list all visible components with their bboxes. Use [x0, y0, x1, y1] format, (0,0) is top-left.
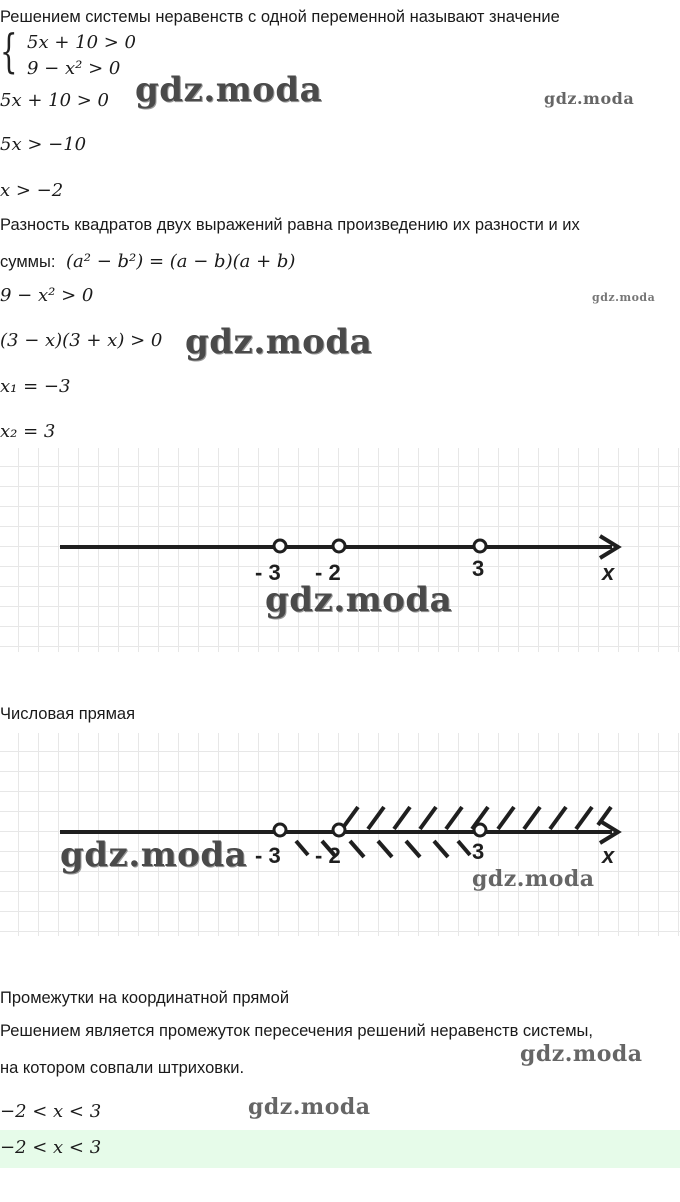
watermark-logo: gdz.moda: [472, 866, 595, 892]
caption-number-line: Числовая прямая: [0, 705, 136, 723]
point-minus-3: [274, 540, 286, 552]
point-3: [474, 540, 486, 552]
formula: (a² − b²) = (a − b)(a + b): [66, 251, 296, 272]
watermark-logo: gdz.moda: [592, 291, 656, 304]
number-line-grid-1: [0, 448, 680, 652]
step3: x > −2: [0, 180, 64, 201]
root2: x₂ = 3: [0, 421, 56, 442]
watermark-logo: gdz.moda: [544, 89, 635, 108]
point-3: [474, 824, 486, 836]
answer-box: [0, 1130, 680, 1168]
root1: x₁ = −3: [0, 376, 71, 397]
watermark-logo: gdz.moda: [520, 1041, 643, 1067]
point-minus-3: [274, 824, 286, 836]
number-line-1: [0, 448, 680, 652]
tick-label: - 2: [315, 843, 341, 868]
tick-label: 3: [472, 839, 485, 864]
watermark-logo: gdz.moda: [60, 835, 248, 875]
caption-intervals: Промежутки на координатной прямой: [0, 989, 290, 1007]
step1: 5x + 10 > 0: [0, 90, 110, 111]
result: −2 < x < 3: [0, 1101, 102, 1122]
answer: −2 < x < 3: [0, 1137, 102, 1158]
conclusion-line-2: на котором совпали штриховки.: [0, 1059, 245, 1077]
tick-label: - 2: [315, 560, 341, 585]
axis-label: x: [602, 843, 615, 868]
tick-label: 3: [472, 556, 485, 581]
formula-label: суммы:: [0, 253, 56, 271]
difference-of-squares-text: Разность квадратов двух выражений равна произведению их разности и их: [0, 216, 580, 234]
point-minus-2: [333, 824, 345, 836]
intro-text: Решением системы неравенств с одной переменной называют значение: [0, 8, 560, 26]
tick-label: - 3: [255, 560, 281, 585]
point-minus-2: [333, 540, 345, 552]
conclusion-line-1: Решением является промежуток пересечения решений неравенств системы,: [0, 1022, 593, 1040]
watermark-logo: gdz.moda: [248, 1094, 371, 1120]
watermark-logo: gdz.moda: [185, 322, 373, 362]
system-eq1: 5x + 10 > 0: [27, 32, 137, 53]
step4: 9 − x² > 0: [0, 285, 94, 306]
system-eq2: 9 − x² > 0: [27, 58, 121, 79]
system-brace: {: [0, 24, 18, 78]
watermark-logo: gdz.moda: [135, 70, 323, 110]
step2: 5x > −10: [0, 134, 87, 155]
tick-label: - 3: [255, 843, 281, 868]
watermark-logo: gdz.moda: [265, 580, 453, 620]
step5: (3 − x)(3 + x) > 0: [0, 330, 163, 351]
axis-label: x: [602, 560, 615, 585]
